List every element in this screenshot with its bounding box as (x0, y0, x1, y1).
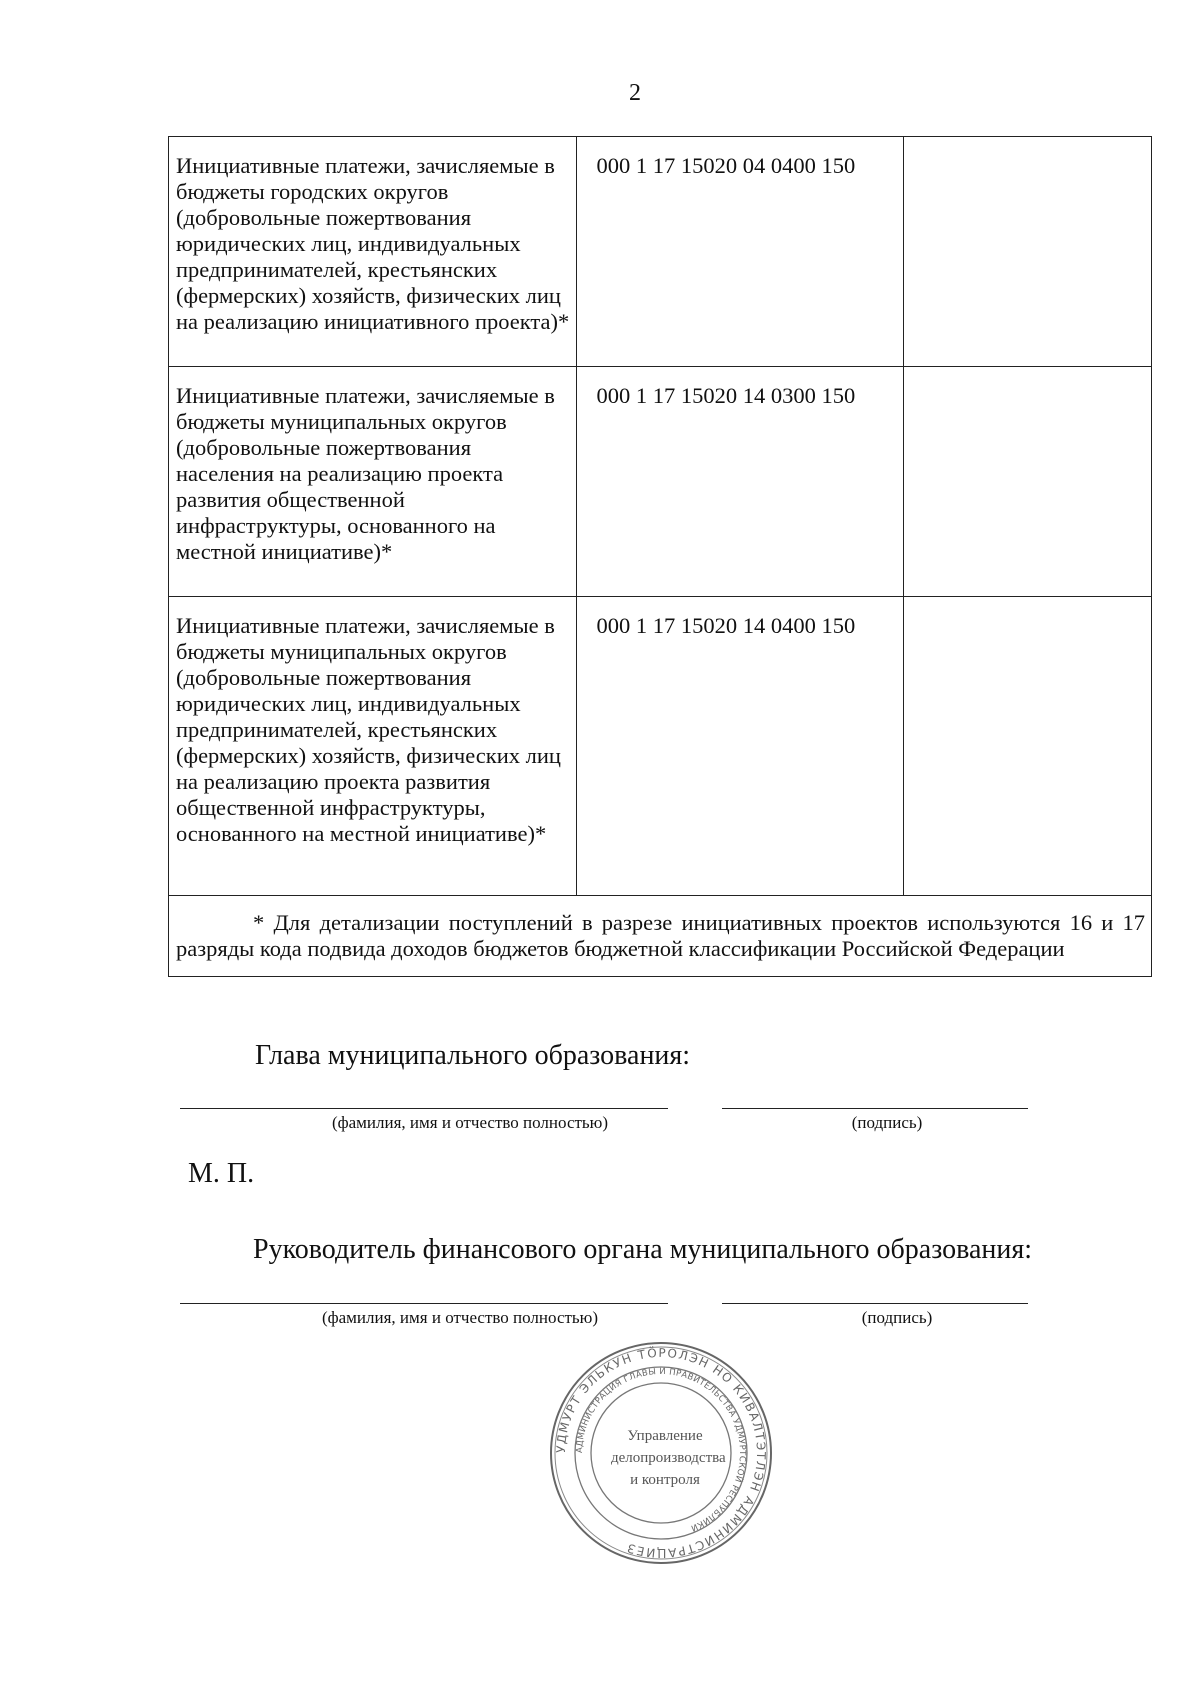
finance-sign-line (722, 1303, 1028, 1304)
income-value (904, 367, 1152, 597)
income-value (904, 137, 1152, 367)
stamp-center-text: Управление делопроизводства и контроля (611, 1428, 726, 1488)
footnote-row (169, 896, 1152, 977)
page-number: 2 (629, 80, 641, 106)
head-name-caption: (фамилия, имя и отчество полностью) (331, 1113, 609, 1132)
table-row (169, 137, 1152, 367)
table-row (169, 597, 1152, 896)
income-description: Инициативные платежи, зачисляемые в бюджеты муниципальных округов (добровольные пожертвования юридических лиц, индивидуальных предпринимателей, крестьянских (фермерских) хозяйств, физических лиц на реализацию проекта развития общественной инфраструктуры, основанного на местной инициативе)* (169, 597, 577, 896)
income-description: Инициативные платежи, зачисляемые в бюджеты муниципальных округов (добровольные пожертвования населения на реализацию проекта развития общественной инфраструктуры, основанного на местной инициативе)* (169, 367, 577, 597)
finance-name-caption: (фамилия, имя и отчество полностью) (321, 1308, 599, 1327)
income-description: Инициативные платежи, зачисляемые в бюджеты городских округов (добровольные пожертвования юридических лиц, индивидуальных предпринимателей, крестьянских (фермерских) хозяйств, физических лиц на реализацию инициативного проекта)* (169, 137, 577, 367)
income-code: 000 1 17 15020 14 0300 150 (576, 367, 904, 597)
head-signature-title: Глава муниципального образования: (255, 1040, 691, 1071)
head-sign-caption: (подпись) (851, 1113, 923, 1132)
finance-name-line (180, 1303, 668, 1304)
finance-signature-title: Руководитель финансового органа муниципального образования: (253, 1234, 1033, 1265)
head-name-line (180, 1108, 668, 1109)
income-code: 000 1 17 15020 14 0400 150 (576, 597, 904, 896)
seal-placeholder-label: М. П. (188, 1158, 255, 1189)
income-code: 000 1 17 15020 04 0400 150 (576, 137, 904, 367)
stamp-outer-text: УДМУРТ ЭЛЬКУН ТӦРОЛЭН НО КИВАЛТЭТЛЭН АДМИНИСТРАЦИЕЗ (553, 1345, 769, 1561)
budget-classification-table (168, 136, 1152, 977)
income-value (904, 597, 1152, 896)
finance-sign-caption: (подпись) (861, 1308, 933, 1327)
table-row (169, 367, 1152, 597)
stamp-middle-text: АДМИНИСТРАЦИЯ ГЛАВЫ И ПРАВИТЕЛЬСТВА УДМУРТСКОЙ РЕСПУБЛИКИ (574, 1366, 748, 1533)
head-sign-line (722, 1108, 1028, 1109)
footnote: * Для детализации поступлений в разрезе инициативных проектов используются 16 и 17 разряды кода подвида доходов бюджетов бюджетной классификации Российской Федерации (169, 896, 1152, 977)
